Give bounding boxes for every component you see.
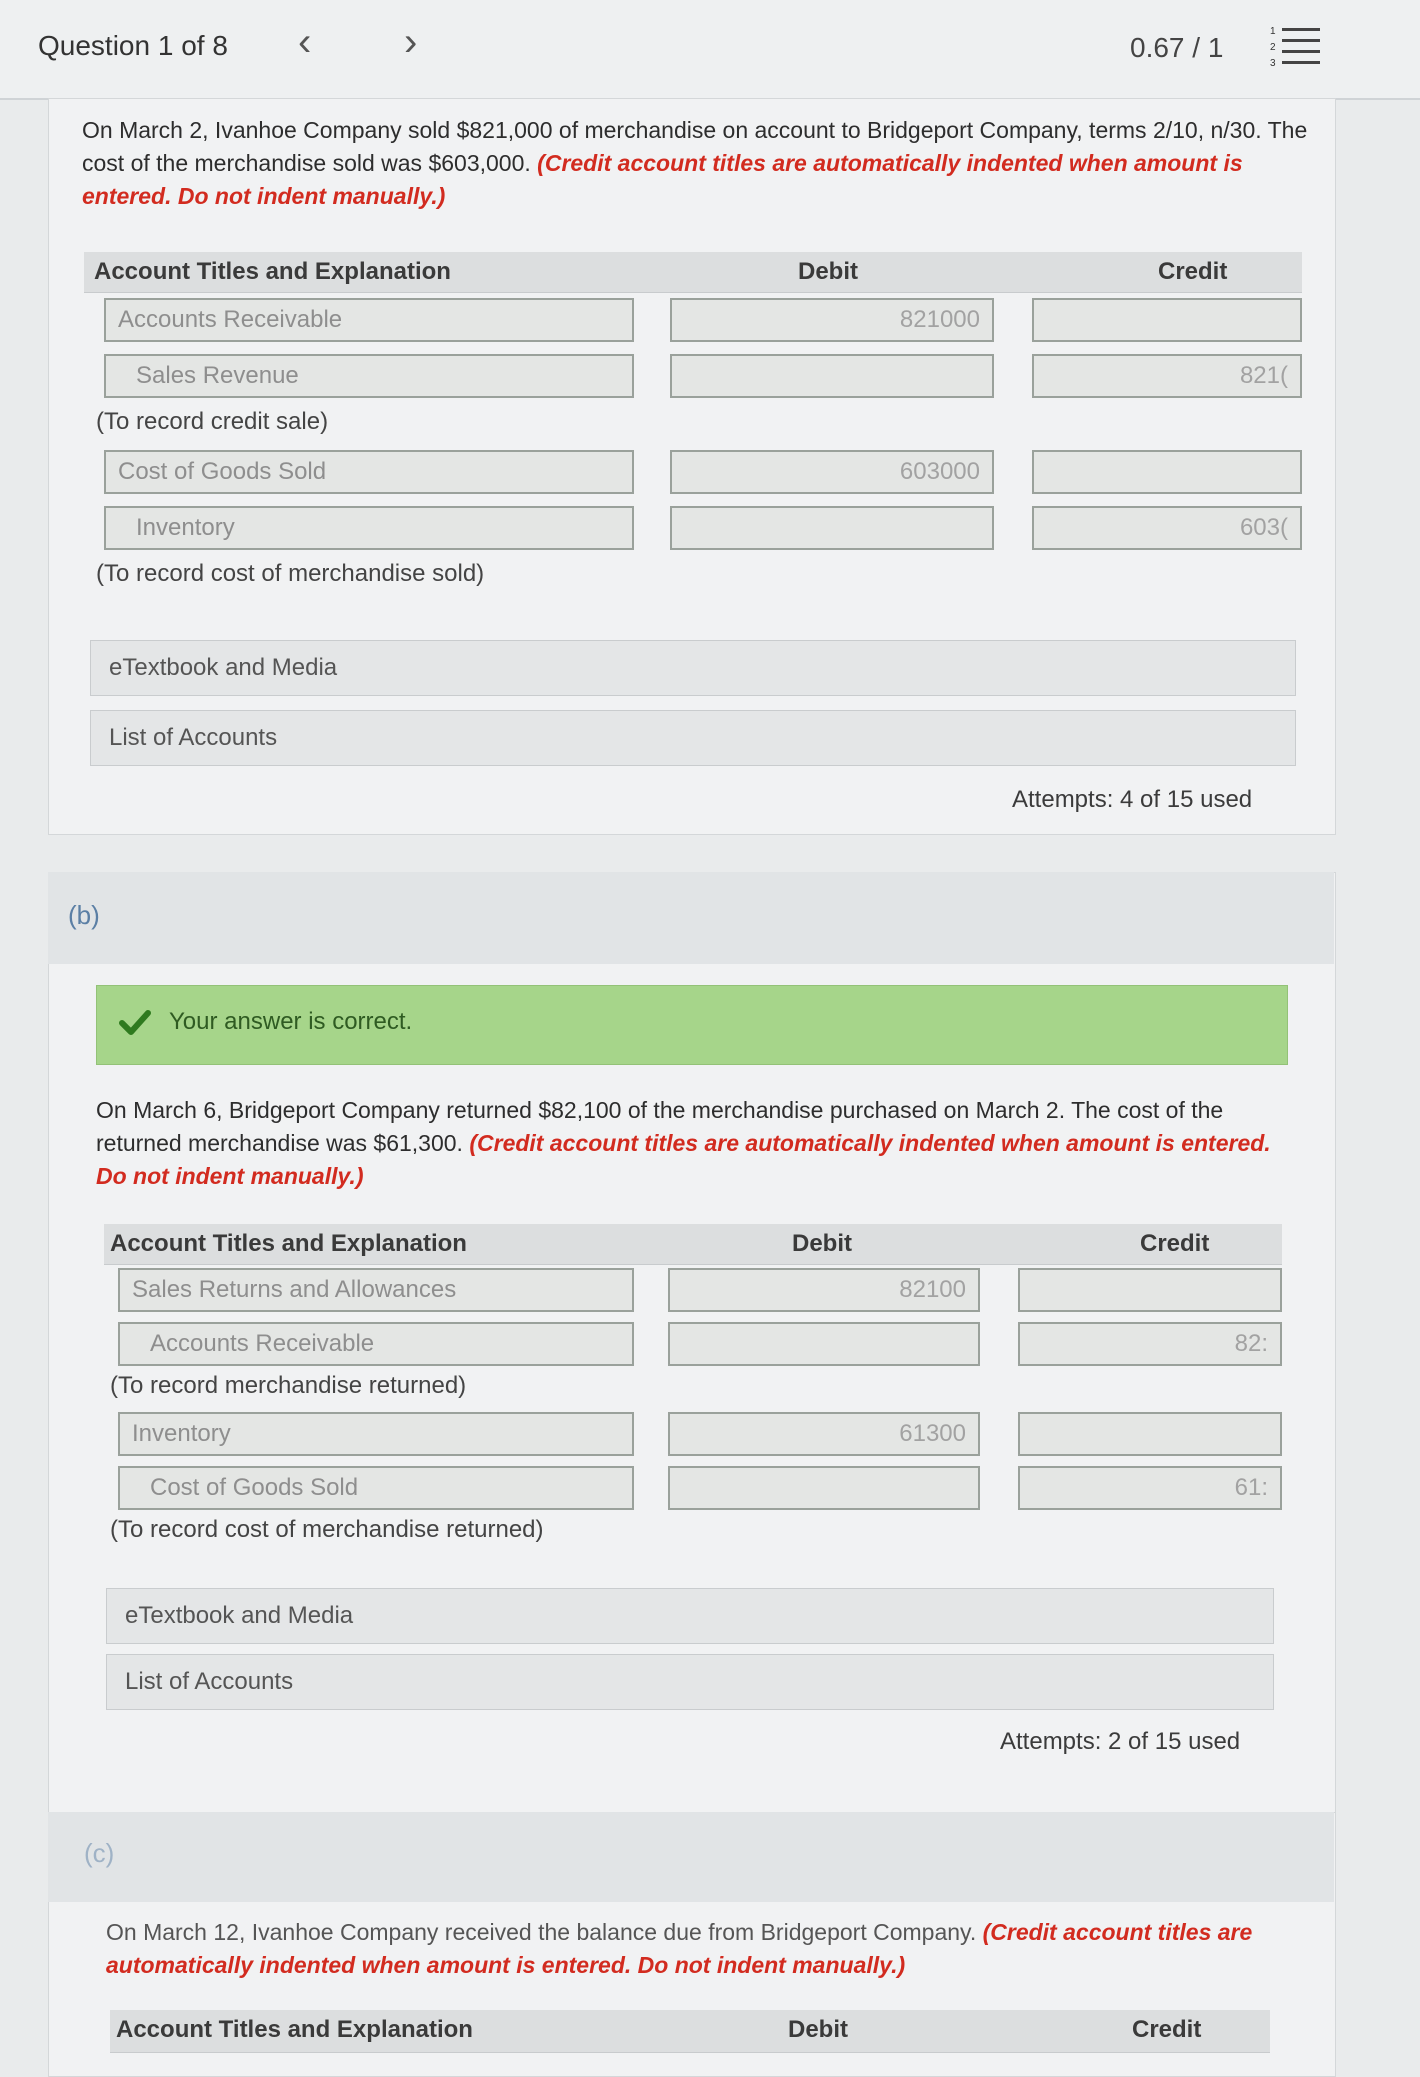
debit-input[interactable]: 821000 [670, 298, 994, 342]
credit-header: Credit [1140, 1230, 1210, 1257]
debit-header: Debit [792, 1230, 852, 1257]
debit-header: Debit [788, 2016, 848, 2043]
svg-text:2: 2 [1270, 42, 1276, 53]
debit-input[interactable]: 82100 [668, 1268, 980, 1312]
score: 0.67 / 1 [1130, 32, 1224, 63]
account-input[interactable]: Inventory [118, 1412, 634, 1456]
credit-input[interactable]: 821( [1032, 354, 1302, 398]
debit-input[interactable] [670, 354, 994, 398]
numbered-list-icon[interactable] [1268, 22, 1324, 72]
credit-input[interactable] [1032, 450, 1302, 494]
attempts-counter: Attempts: 2 of 15 used [1000, 1728, 1241, 1755]
account-input[interactable]: Accounts Receivable [118, 1322, 634, 1366]
correct-message: Your answer is correct. [169, 1008, 413, 1035]
part-b-header-bar [48, 872, 1334, 964]
part-c-table-header [110, 2010, 1270, 2053]
part-a-table-header [84, 252, 1302, 293]
part-c-prompt [106, 1916, 1286, 1982]
credit-input[interactable]: 603( [1032, 506, 1302, 550]
debit-input[interactable] [668, 1322, 980, 1366]
debit-input[interactable]: 603000 [670, 450, 994, 494]
etextbook-link[interactable]: eTextbook and Media [106, 1588, 1274, 1644]
credit-input[interactable] [1018, 1268, 1282, 1312]
entry-note: (To record cost of merchandise sold) [96, 560, 485, 587]
credit-header: Credit [1158, 258, 1228, 285]
list-of-accounts-link[interactable]: List of Accounts [106, 1654, 1274, 1710]
part-b-label: (b) [68, 900, 100, 930]
etextbook-link[interactable]: eTextbook and Media [90, 640, 1296, 696]
credit-input[interactable]: 82: [1018, 1322, 1282, 1366]
credit-input[interactable] [1032, 298, 1302, 342]
svg-text:3: 3 [1270, 58, 1276, 69]
account-input[interactable]: Cost of Goods Sold [104, 450, 634, 494]
debit-input[interactable] [668, 1466, 980, 1510]
account-header: Account Titles and Explanation [116, 2016, 473, 2043]
part-b-prompt-instruction: (Credit account titles are automatically indented when amount is entered. Do not indent manually.) [96, 1130, 1271, 1189]
chevron-right-icon[interactable]: › [404, 20, 418, 64]
account-input[interactable]: Cost of Goods Sold [118, 1466, 634, 1510]
list-of-accounts-link[interactable]: List of Accounts [90, 710, 1296, 766]
top-bar [0, 0, 1420, 100]
debit-input[interactable]: 61300 [668, 1412, 980, 1456]
entry-note: (To record merchandise returned) [110, 1372, 467, 1399]
credit-input[interactable]: 61: [1018, 1466, 1282, 1510]
account-input[interactable]: Accounts Receivable [104, 298, 634, 342]
account-input[interactable]: Sales Returns and Allowances [118, 1268, 634, 1312]
part-b-table-header [104, 1224, 1282, 1265]
part-c-prompt-instruction: (Credit account titles are automatically indented when amount is entered. Do not indent manually.) [106, 1919, 1253, 1978]
attempts-counter: Attempts: 4 of 15 used [1012, 786, 1253, 813]
entry-note: (To record credit sale) [96, 408, 329, 435]
part-c-label: (c) [84, 1838, 115, 1868]
account-input[interactable]: Sales Revenue [104, 354, 634, 398]
correct-banner [96, 985, 1288, 1065]
part-c-prompt-text: On March 12, Ivanhoe Company received the balance due from Bridgeport Company. [106, 1919, 977, 1945]
credit-header: Credit [1132, 2016, 1202, 2043]
question-label: Question 1 of 8 [38, 30, 228, 61]
part-a-prompt-instruction: (Credit account titles are automatically indented when amount is entered. Do not indent manually.) [82, 150, 1243, 209]
account-input[interactable]: Inventory [104, 506, 634, 550]
checkmark-icon [117, 1004, 153, 1040]
part-a-prompt [82, 114, 1312, 213]
account-header: Account Titles and Explanation [94, 258, 451, 285]
part-b-prompt [96, 1094, 1286, 1193]
svg-text:1: 1 [1270, 26, 1276, 37]
part-a-prompt-text: On March 2, Ivanhoe Company sold $821,000 of merchandise on account to Bridgeport Company, terms 2/10, n/30. The cost of the merchandise sold was $603,000. [82, 117, 1308, 176]
part-b-prompt-text: On March 6, Bridgeport Company returned $82,100 of the merchandise purchased on March 2. The cost of the returned merchandise was $61,300. [96, 1097, 1224, 1156]
debit-input[interactable] [670, 506, 994, 550]
entry-note: (To record cost of merchandise returned) [110, 1516, 544, 1543]
debit-header: Debit [798, 258, 858, 285]
part-c-header-bar [48, 1812, 1334, 1902]
chevron-left-icon[interactable]: ‹ [298, 20, 312, 64]
account-header: Account Titles and Explanation [110, 1230, 467, 1257]
credit-input[interactable] [1018, 1412, 1282, 1456]
